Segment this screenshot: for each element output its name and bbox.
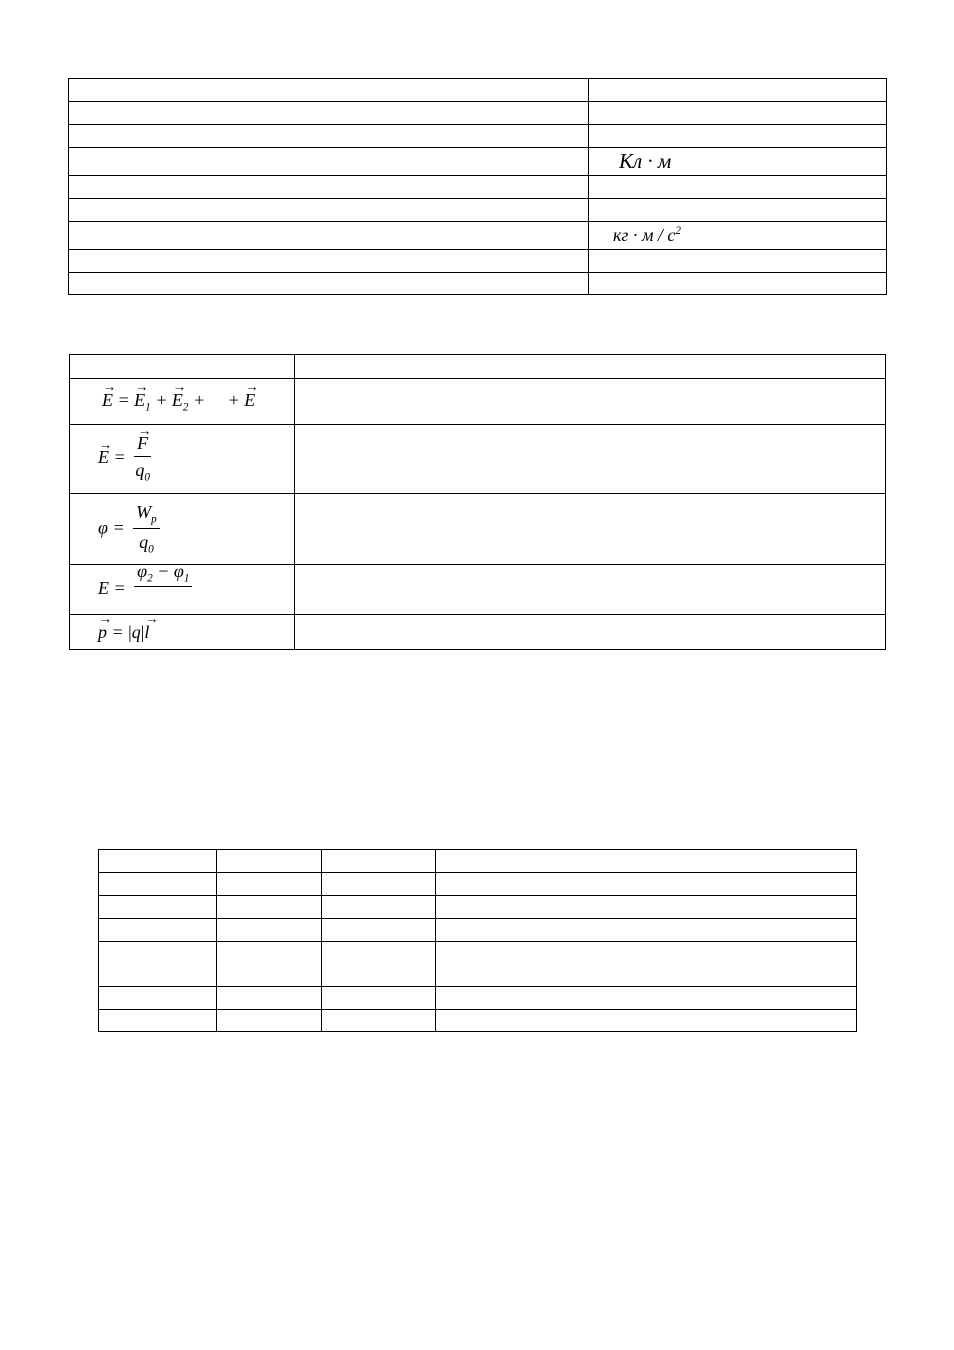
table-cell bbox=[69, 79, 589, 102]
table-cell bbox=[69, 250, 589, 273]
numerator: W bbox=[136, 501, 152, 522]
formulas-table bbox=[69, 354, 886, 650]
e-symbol: E bbox=[98, 577, 109, 598]
table-cell bbox=[589, 125, 887, 148]
table-cell bbox=[322, 987, 436, 1010]
subscript: 2 bbox=[147, 572, 153, 585]
formula-potential-gradient bbox=[70, 560, 295, 615]
subscript: 2 bbox=[182, 401, 189, 414]
table-cell bbox=[69, 125, 589, 148]
formula-superposition bbox=[70, 379, 295, 425]
phi-symbol: φ bbox=[173, 560, 184, 581]
table-cell bbox=[589, 102, 887, 125]
table-cell bbox=[295, 425, 886, 494]
table-cell bbox=[99, 1010, 217, 1032]
table-cell bbox=[99, 896, 217, 919]
subscript: 1 bbox=[145, 401, 151, 414]
table-cell bbox=[436, 896, 857, 919]
table-cell bbox=[217, 942, 322, 987]
table-cell bbox=[217, 987, 322, 1010]
table-cell bbox=[589, 273, 887, 295]
empty-grid-table bbox=[98, 849, 857, 1032]
table-cell bbox=[295, 355, 886, 379]
subscript: 0 bbox=[144, 471, 150, 484]
phi-symbol: φ bbox=[137, 560, 148, 581]
table-cell bbox=[322, 850, 436, 873]
unit-text: Кл · м bbox=[619, 149, 672, 173]
table-cell bbox=[589, 79, 887, 102]
subscript: 0 bbox=[148, 543, 154, 556]
vector-symbol: → E bbox=[98, 447, 109, 468]
formula-potential bbox=[70, 494, 295, 565]
table-cell bbox=[69, 273, 589, 295]
table-cell bbox=[295, 379, 886, 425]
table-cell bbox=[69, 148, 589, 176]
unit-text: кг · м / с bbox=[613, 225, 676, 245]
table-cell bbox=[589, 199, 887, 222]
formula-dipole-moment bbox=[70, 615, 295, 650]
vector-symbol: → E bbox=[134, 390, 145, 411]
fraction bbox=[134, 434, 151, 484]
table-cell bbox=[69, 199, 589, 222]
units-table bbox=[68, 78, 887, 295]
table-cell bbox=[436, 873, 857, 896]
table-cell bbox=[436, 850, 857, 873]
subscript: p bbox=[151, 513, 157, 526]
vector-symbol: → E bbox=[244, 390, 255, 411]
table-cell bbox=[436, 1010, 857, 1032]
denominator: q bbox=[139, 531, 149, 552]
table-cell bbox=[217, 1010, 322, 1032]
table-cell bbox=[322, 873, 436, 896]
vector-symbol: → p bbox=[98, 622, 107, 643]
plus-sign: + bbox=[227, 389, 240, 410]
vector-symbol: → l bbox=[144, 622, 149, 643]
table-cell bbox=[322, 1010, 436, 1032]
fraction bbox=[133, 503, 160, 556]
equals-sign: = bbox=[113, 577, 126, 598]
plus-sign: + bbox=[155, 389, 168, 410]
table-cell bbox=[217, 919, 322, 942]
table-cell bbox=[99, 850, 217, 873]
unit-superscript: 2 bbox=[675, 225, 681, 237]
table-cell bbox=[436, 919, 857, 942]
vector-symbol: → E bbox=[102, 390, 113, 411]
subscript: 1 bbox=[183, 572, 190, 585]
unit-cell-force bbox=[589, 222, 887, 250]
table-cell bbox=[436, 987, 857, 1010]
table-cell bbox=[295, 615, 886, 650]
table-cell bbox=[217, 896, 322, 919]
fraction bbox=[134, 562, 192, 602]
table-cell bbox=[99, 987, 217, 1010]
table-cell bbox=[99, 873, 217, 896]
table-cell bbox=[322, 919, 436, 942]
table-cell bbox=[99, 919, 217, 942]
unit-cell-dipole bbox=[589, 148, 887, 176]
vector-symbol: → E bbox=[172, 390, 183, 411]
table-cell bbox=[69, 222, 589, 250]
numerator: → F bbox=[137, 434, 148, 454]
table-cell bbox=[295, 494, 886, 565]
table-cell bbox=[69, 176, 589, 199]
formula-field-strength bbox=[70, 425, 295, 494]
equals-sign: = bbox=[113, 447, 126, 468]
table-cell bbox=[589, 250, 887, 273]
table-cell bbox=[70, 355, 295, 379]
table-cell bbox=[99, 942, 217, 987]
denominator: q bbox=[135, 459, 145, 480]
equals-sign: = bbox=[117, 389, 130, 410]
equals-sign: = bbox=[111, 621, 124, 642]
table-cell bbox=[69, 102, 589, 125]
abs-bar: | bbox=[140, 621, 145, 642]
table-cell bbox=[295, 565, 886, 615]
equals-sign: = bbox=[112, 517, 125, 538]
table-cell bbox=[436, 942, 857, 987]
table-cell bbox=[322, 896, 436, 919]
charge-symbol: q bbox=[131, 621, 141, 642]
table-cell bbox=[217, 873, 322, 896]
minus-sign: − bbox=[157, 560, 170, 581]
plus-sign: + bbox=[192, 389, 206, 410]
table-cell bbox=[217, 850, 322, 873]
abs-bar: | bbox=[128, 621, 132, 642]
phi-symbol: φ bbox=[98, 517, 108, 538]
table-cell bbox=[589, 176, 887, 199]
table-cell bbox=[322, 942, 436, 987]
